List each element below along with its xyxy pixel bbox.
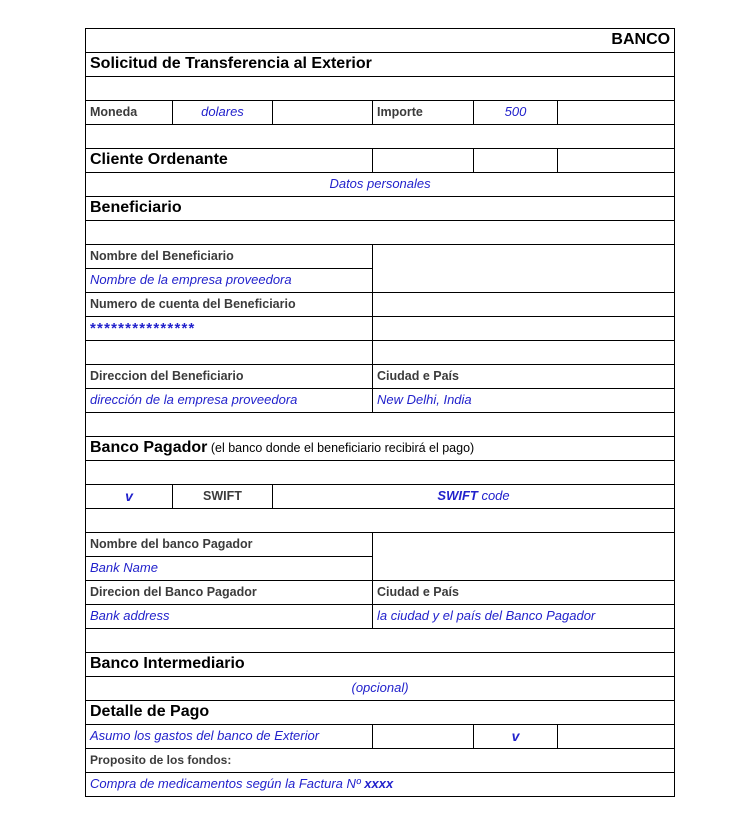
moneda-label-cell bbox=[86, 101, 173, 125]
spacer-cell bbox=[86, 629, 675, 653]
payment-detail-heading: Detalle de Pago bbox=[90, 703, 210, 721]
spacer-cell bbox=[86, 341, 373, 365]
swift-label-cell bbox=[173, 485, 273, 509]
swift-checkbox[interactable] bbox=[86, 485, 173, 509]
expense-row bbox=[86, 725, 675, 749]
intermediary-optional-text: (opcional) bbox=[351, 680, 409, 696]
intermediary-heading: Banco Intermediario bbox=[90, 655, 245, 673]
paying-bank-address-label-row bbox=[86, 581, 675, 605]
beneficiary-account-label-cell bbox=[86, 293, 373, 317]
paying-bank-address-label: Direcion del Banco Pagador bbox=[90, 585, 257, 600]
check-mark-icon: v bbox=[125, 488, 133, 505]
spacer-row-2 bbox=[86, 125, 675, 149]
spacer-row-3 bbox=[86, 221, 675, 245]
transfer-request-form bbox=[85, 28, 675, 797]
paying-bank-name-label: Nombre del banco Pagador bbox=[90, 537, 253, 552]
spacer-cell bbox=[373, 341, 675, 365]
importe-extra-cell[interactable] bbox=[558, 101, 675, 125]
spacer-row-4 bbox=[86, 341, 675, 365]
currency-amount-row bbox=[86, 101, 675, 125]
expense-trailing-cell[interactable] bbox=[558, 725, 675, 749]
beneficiary-address-value-cell[interactable] bbox=[86, 389, 373, 413]
beneficiary-address-label: Direccion del Beneficiario bbox=[90, 369, 244, 384]
beneficiary-heading-cell bbox=[86, 197, 675, 221]
beneficiary-name-label-row bbox=[86, 245, 675, 269]
payment-detail-heading-row bbox=[86, 701, 675, 725]
paying-bank-city-label: Ciudad e País bbox=[377, 585, 459, 600]
client-cell-a[interactable] bbox=[373, 149, 474, 173]
paying-bank-city-label-cell bbox=[373, 581, 675, 605]
paying-bank-name-label-row bbox=[86, 533, 675, 557]
intermediary-optional-row bbox=[86, 677, 675, 701]
beneficiary-city-value-cell[interactable] bbox=[373, 389, 675, 413]
client-heading-row bbox=[86, 149, 675, 173]
beneficiary-city-value: New Delhi, India bbox=[377, 392, 472, 408]
beneficiary-account-side-cell[interactable] bbox=[373, 317, 675, 341]
paying-bank-heading-note: (el banco donde el beneficiario recibirá el pago) bbox=[210, 441, 475, 456]
beneficiary-name-label-cell bbox=[86, 245, 373, 269]
bank-mark-text: BANCO bbox=[611, 31, 671, 49]
spacer-cell bbox=[86, 413, 675, 437]
expense-checkbox[interactable] bbox=[474, 725, 558, 749]
beneficiary-name-side-cell[interactable] bbox=[373, 245, 675, 293]
moneda-extra-cell[interactable] bbox=[273, 101, 373, 125]
intermediary-optional-cell[interactable] bbox=[86, 677, 675, 701]
importe-label-cell bbox=[373, 101, 474, 125]
swift-row bbox=[86, 485, 675, 509]
paying-bank-address-value: Bank address bbox=[90, 608, 170, 624]
beneficiary-account-value-cell[interactable] bbox=[86, 317, 373, 341]
paying-bank-name-value-cell[interactable] bbox=[86, 557, 373, 581]
spacer-cell bbox=[86, 125, 675, 149]
bank-mark-row bbox=[86, 29, 675, 53]
beneficiary-address-value: dirección de la empresa proveedora bbox=[90, 392, 298, 408]
beneficiary-name-value: Nombre de la empresa proveedora bbox=[90, 272, 292, 288]
spacer-row-6 bbox=[86, 461, 675, 485]
client-heading: Cliente Ordenante bbox=[90, 151, 228, 169]
purpose-label: Proposito de los fondos: bbox=[90, 753, 232, 768]
paying-bank-address-label-cell bbox=[86, 581, 373, 605]
beneficiary-account-side-cell-top[interactable] bbox=[373, 293, 675, 317]
paying-bank-address-value-row bbox=[86, 605, 675, 629]
personal-data-text: Datos personales bbox=[329, 176, 431, 192]
client-heading-cell bbox=[86, 149, 373, 173]
swift-code-rest: code bbox=[477, 488, 510, 504]
spacer-cell bbox=[86, 77, 675, 101]
paying-bank-heading: Banco Pagador bbox=[90, 439, 208, 457]
paying-bank-heading-cell bbox=[86, 437, 675, 461]
purpose-label-cell bbox=[86, 749, 675, 773]
spacer-row-7 bbox=[86, 509, 675, 533]
beneficiary-heading-row bbox=[86, 197, 675, 221]
spacer-row-8 bbox=[86, 629, 675, 653]
beneficiary-name-value-cell[interactable] bbox=[86, 269, 373, 293]
beneficiary-account-value: *************** bbox=[90, 319, 196, 337]
purpose-value-normal: Compra de medicamentos según la Factura Nº bbox=[90, 776, 365, 792]
beneficiary-address-label-row bbox=[86, 365, 675, 389]
importe-label: Importe bbox=[377, 105, 423, 120]
intermediary-heading-cell bbox=[86, 653, 675, 677]
paying-bank-name-value: Bank Name bbox=[90, 560, 158, 576]
client-cell-b[interactable] bbox=[474, 149, 558, 173]
beneficiary-name-label: Nombre del Beneficiario bbox=[90, 249, 234, 264]
spacer-cell bbox=[86, 461, 675, 485]
spacer-cell bbox=[86, 509, 675, 533]
purpose-label-row bbox=[86, 749, 675, 773]
beneficiary-heading: Beneficiario bbox=[90, 199, 182, 217]
beneficiary-city-label: Ciudad e País bbox=[377, 369, 459, 384]
personal-data-cell[interactable] bbox=[86, 173, 675, 197]
bank-mark-cell bbox=[86, 29, 675, 53]
paying-bank-city-value-cell[interactable] bbox=[373, 605, 675, 629]
paying-bank-name-side-cell[interactable] bbox=[373, 533, 675, 581]
client-cell-c[interactable] bbox=[558, 149, 675, 173]
spacer-row-1 bbox=[86, 77, 675, 101]
purpose-value-cell[interactable] bbox=[86, 773, 675, 797]
paying-bank-address-value-cell[interactable] bbox=[86, 605, 373, 629]
purpose-value-row bbox=[86, 773, 675, 797]
form-title-cell bbox=[86, 53, 675, 77]
swift-code-cell[interactable] bbox=[273, 485, 675, 509]
form-title: Solicitud de Transferencia al Exterior bbox=[90, 55, 372, 73]
expense-empty-cell[interactable] bbox=[373, 725, 474, 749]
paying-bank-city-value: la ciudad y el país del Banco Pagador bbox=[377, 608, 596, 624]
expense-text: Asumo los gastos del banco de Exterior bbox=[90, 728, 320, 744]
moneda-value-cell[interactable] bbox=[173, 101, 273, 125]
payment-detail-heading-cell bbox=[86, 701, 675, 725]
intermediary-heading-row bbox=[86, 653, 675, 677]
purpose-value-bold: xxxx bbox=[364, 776, 394, 792]
beneficiary-address-label-cell bbox=[86, 365, 373, 389]
beneficiary-account-label-row bbox=[86, 293, 675, 317]
check-mark-icon: v bbox=[511, 728, 520, 745]
beneficiary-account-value-row bbox=[86, 317, 675, 341]
beneficiary-account-label: Numero de cuenta del Beneficiario bbox=[90, 297, 296, 312]
moneda-label: Moneda bbox=[90, 105, 138, 120]
beneficiary-city-label-cell bbox=[373, 365, 675, 389]
paying-bank-heading-row bbox=[86, 437, 675, 461]
swift-label: SWIFT bbox=[203, 489, 242, 504]
spacer-row-5 bbox=[86, 413, 675, 437]
paying-bank-name-label-cell bbox=[86, 533, 373, 557]
importe-value: 500 bbox=[504, 104, 527, 120]
importe-value-cell[interactable] bbox=[474, 101, 558, 125]
beneficiary-address-value-row bbox=[86, 389, 675, 413]
form-title-row bbox=[86, 53, 675, 77]
personal-data-row bbox=[86, 173, 675, 197]
expense-text-cell[interactable] bbox=[86, 725, 373, 749]
swift-code-bold: SWIFT bbox=[437, 488, 478, 504]
moneda-value: dolares bbox=[201, 104, 244, 120]
spacer-cell bbox=[86, 221, 675, 245]
